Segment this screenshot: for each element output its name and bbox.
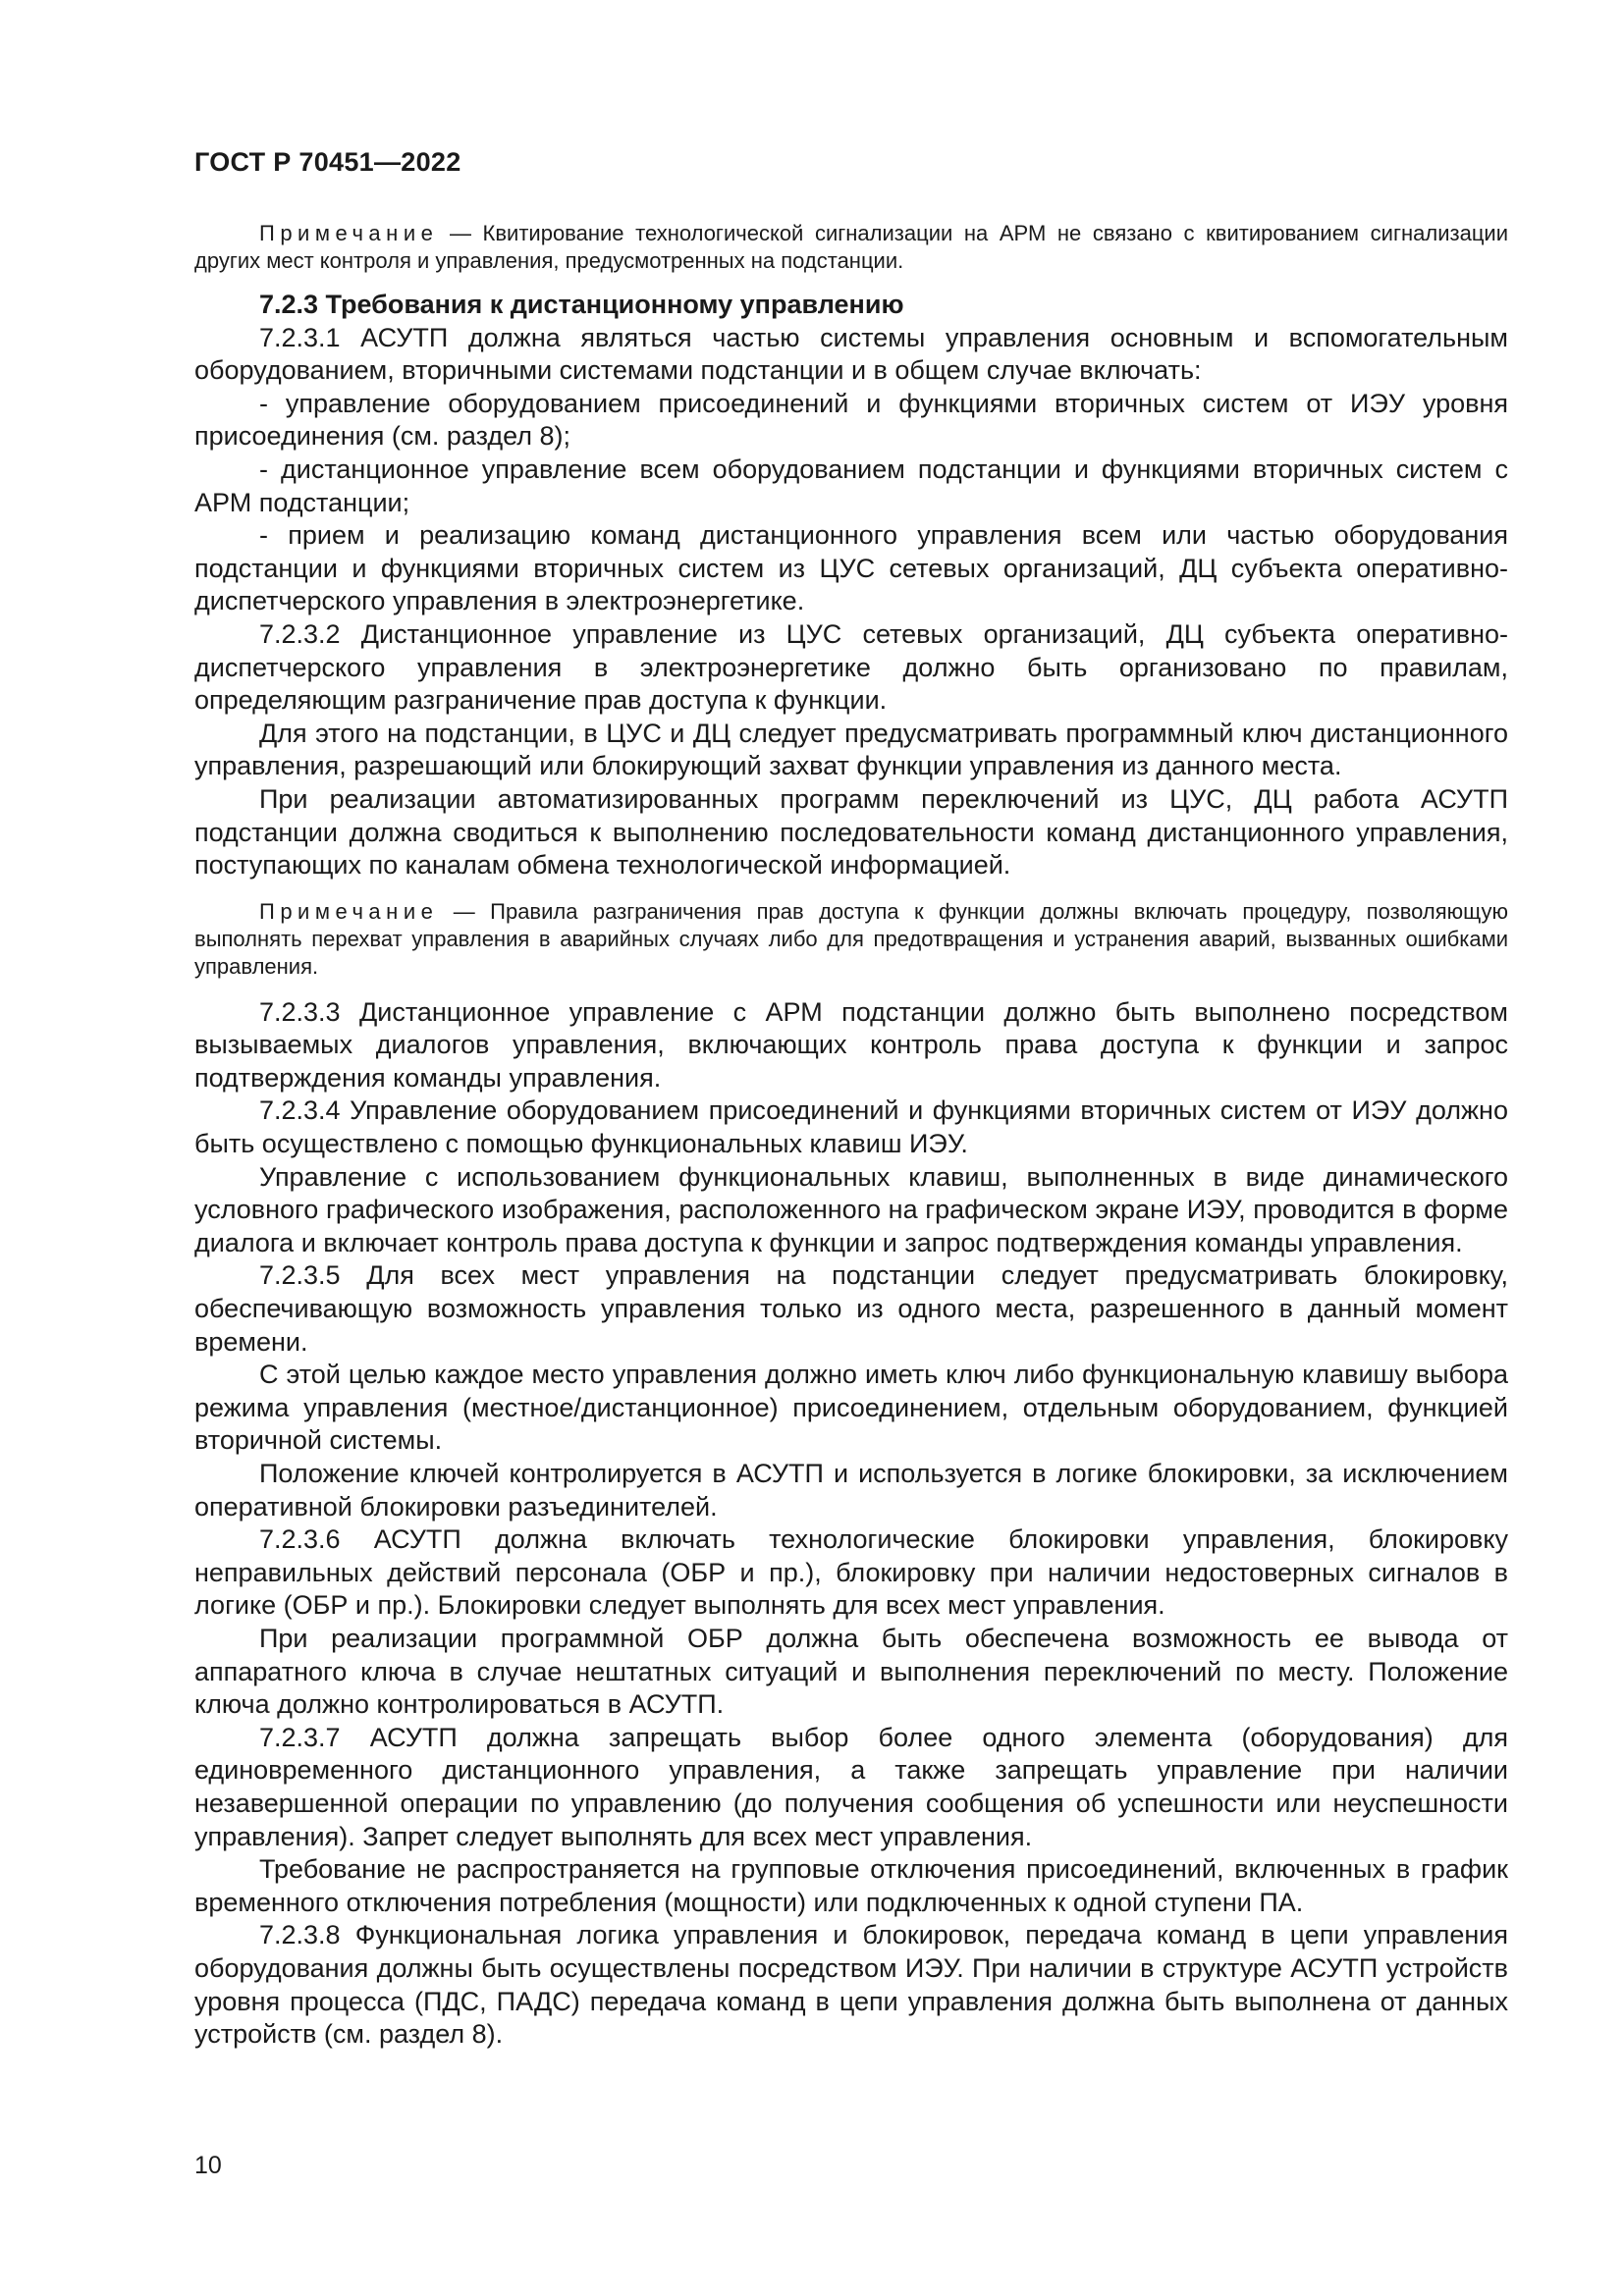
body-paragraph: Положение ключей контролируется в АСУТП и используется в логике блокировки, за исключением оперативной блокировки разъединителей. (194, 1459, 1508, 1522)
body-paragraph: При реализации программной ОБР должна быть обеспечена возможность ее вывода от аппаратного ключа в случае нештатных ситуаций и выполнения переключений по месту. Положение ключа должно контролироваться в АСУТП. (194, 1623, 1508, 1720)
body-paragraph: 7.2.3.6 АСУТП должна включать технологические блокировки управления, блокировку неправильных действий персонала (ОБР и пр.), блокировку при наличии недостоверных сигналов в логике (ОБР и пр.). Блокировки следует выполнять для всех мест управления. (194, 1524, 1508, 1621)
note-text: — Правила разграничения прав доступа к функции должны включать процедуру, позволяющую выполнять перехват управления в аварийных случаях либо для предотвращения и устранения аварий, вызванных ошибками управления. (194, 898, 1508, 979)
body-paragraph: 7.2.3.8 Функциональная логика управления и блокировок, передача команд в цепи управления оборудования должны быть осуществлены посредством ИЭУ. При наличии в структуре АСУТП устройств уровня процесса (ПДС, ПАДС) передача команд в цепи управления должна быть выполнена от данных устройств (см. раздел 8). (194, 1920, 1508, 2050)
list-item: - прием и реализацию команд дистанционного управления всем или частью оборудования подстанции и функциями вторичных систем из ЦУС сетевых организаций, ДЦ субъекта оперативно-диспетчерского управления в электроэнергетике. (194, 520, 1508, 616)
note-text: — Квитирование технологической сигнализации на АРМ не связано с квитированием сигнализации других мест контроля и управления, предусмотренных на подстанции. (194, 221, 1508, 273)
section-heading: 7.2.3 Требования к дистанционному управлению (259, 290, 904, 319)
list-item: - дистанционное управление всем оборудованием подстанции и функциями вторичных систем с АРМ подстанции; (194, 454, 1508, 517)
body-paragraph: 7.2.3.2 Дистанционное управление из ЦУС сетевых организаций, ДЦ субъекта оперативно-диспетчерского управления в электроэнергетике должно быть организовано по правилам, определяющим разграничение прав доступа к функции. (194, 618, 1508, 716)
body-paragraph: При реализации автоматизированных программ переключений из ЦУС, ДЦ работа АСУТП подстанции должна сводиться к выполнению последовательности команд дистанционного управления, поступающих по каналам обмена технологической информацией. (194, 783, 1508, 881)
body-paragraph: С этой целью каждое место управления должно иметь ключ либо функциональную клавишу выбора режима управления (местное/дистанционное) присоединением, отдельным оборудованием, функцией вторичной системы. (194, 1360, 1508, 1456)
body-paragraph: Управление с использованием функциональных клавиш, выполненных в виде динамического условного графического изображения, расположенного на графическом экране ИЭУ, проводится в форме диалога и включает контроль права доступа к функции и запрос подтверждения команды управления. (194, 1161, 1508, 1257)
body-paragraph: 7.2.3.5 Для всех мест управления на подстанции следует предусматривать блокировку, обеспечивающую возможность управления только из одного места, разрешенного в данный момент времени. (194, 1260, 1508, 1357)
note-paragraph (194, 220, 1508, 275)
list-item: - управление оборудованием присоединений и функциями вторичных систем от ИЭУ уровня присоединения (см. раздел 8); (194, 388, 1508, 452)
body-paragraph: 7.2.3.3 Дистанционное управление с АРМ подстанции должно быть выполнено посредством вызываемых диалогов управления, включающих контроль права доступа к функции и запрос подтверждения команды управления. (194, 996, 1508, 1093)
note-label: Примечание (259, 898, 439, 924)
document-header: ГОСТ Р 70451—2022 (194, 147, 461, 177)
note-label: Примечание (259, 221, 439, 245)
body-paragraph: Требование не распространяется на групповые отключения присоединений, включенных в график временного отключения потребления (мощности) или подключенных к одной ступени ПА. (194, 1854, 1508, 1917)
body-paragraph: 7.2.3.7 АСУТП должна запрещать выбор более одного элемента (оборудования) для единовременного дистанционного управления, а также запрещать управление при наличии незавершенной операции по управлению (до получения сообщения об успешности или неуспешности управления). Запрет следует выполнять для всех мест управления. (194, 1722, 1508, 1851)
page-content (194, 220, 1508, 2052)
body-paragraph: 7.2.3.1 АСУТП должна являться частью системы управления основным и вспомогательным оборудованием, вторичными системами подстанции и в общем случае включать: (194, 322, 1508, 386)
body-paragraph: Для этого на подстанции, в ЦУС и ДЦ следует предусматривать программный ключ дистанционного управления, разрешающий или блокирующий захват функции управления из данного места. (194, 718, 1508, 781)
note-paragraph (194, 898, 1508, 981)
body-paragraph: 7.2.3.4 Управление оборудованием присоединений и функциями вторичных систем от ИЭУ должно быть осуществлено с помощью функциональных клавиш ИЭУ. (194, 1095, 1508, 1159)
page-number: 10 (194, 2152, 222, 2179)
